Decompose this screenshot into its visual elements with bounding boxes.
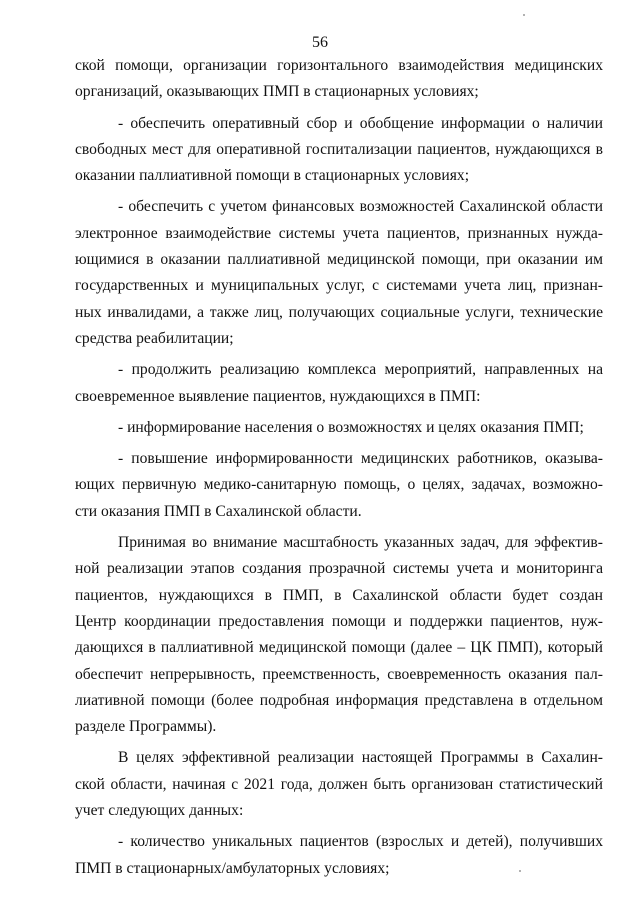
text-line: свободных мест для оперативной госпитализации пациентов, нуждающихся в (75, 140, 603, 158)
text-line: обеспечит непрерывность, преемственность, своевременность оказания пал- (75, 665, 603, 683)
text-line: ющимися в оказании паллиативной медицинской помощи, при оказании им (75, 251, 603, 269)
text-line: ющих первичную медико-санитарную помощь, о целях, задачах, возможно- (75, 476, 603, 494)
text-line: Центр координации предоставления помощи и поддержки пациентов, нуж- (75, 612, 603, 630)
paragraph (75, 111, 603, 190)
scan-artifact (523, 14, 525, 16)
text-line: Принимая во внимание масштабность указанных задач, для эффектив- (118, 534, 603, 552)
paragraph (75, 194, 603, 352)
text-line: - обеспечить оперативный сбор и обобщение информации о наличии (118, 114, 603, 132)
text-line: - повышение информированности медицинских работников, оказыва- (118, 450, 603, 468)
scan-artifact (519, 870, 521, 872)
text-line: лиативной помощи (более подробная информация представлена в отдельном (75, 691, 603, 709)
text-line: ных инвалидами, а также лиц, получающих социальные услуги, технические (75, 303, 603, 321)
text-line: своевременное выявление пациентов, нуждающихся в ПМП: (75, 387, 481, 405)
text-line: - количество уникальных пациентов (взрослых и детей), получивших (118, 833, 603, 851)
text-line: учет следующих данных: (75, 802, 244, 820)
text-line: средства реабилитации; (75, 329, 234, 347)
text-line: организаций, оказывающих ПМП в стационарных условиях; (75, 83, 479, 101)
paragraph (75, 530, 603, 740)
text-line: ской помощи, организации горизонтального взаимодействия медицинских (75, 57, 603, 74)
page-number: 56 (312, 34, 328, 51)
text-line: оказании паллиативной помощи в стационарных условиях; (75, 167, 470, 185)
text-line: разделе Программы). (75, 718, 217, 736)
paragraph (75, 357, 603, 410)
text-line: ПМП в стационарных/амбулаторных условиях; (75, 859, 390, 877)
text-line: В целях эффективной реализации настоящей Программы в Сахалин- (118, 749, 603, 767)
text-line: ской области, начиная с 2021 года, должен быть организован статистический (75, 775, 603, 793)
text-line: сти оказания ПМП в Сахалинской области. (75, 502, 362, 520)
text-line: - продолжить реализацию комплекса мероприятий, направленных на (118, 361, 603, 379)
text-line: - информирование населения о возможностях и целях оказания ПМП; (118, 418, 584, 436)
paragraph (75, 745, 603, 824)
paragraph (75, 446, 603, 525)
text-line: дающихся в паллиативной медицинской помощи (далее – ЦК ПМП), который (75, 639, 603, 657)
text-line: ной реализации этапов создания прозрачной системы учета и мониторинга (75, 560, 603, 578)
text-line: государственных и муниципальных услуг, с системами учета лиц, признан- (75, 277, 603, 295)
paragraph (75, 415, 603, 441)
body-text (75, 53, 603, 882)
text-line: электронное взаимодействие системы учета пациентов, признанных нужда- (75, 224, 603, 242)
text-line: пациентов, нуждающихся в ПМП, в Сахалинской области будет создан (75, 586, 603, 604)
paragraph (75, 829, 603, 882)
paragraph (75, 53, 603, 106)
text-line: - обеспечить с учетом финансовых возможностей Сахалинской области (118, 198, 603, 216)
